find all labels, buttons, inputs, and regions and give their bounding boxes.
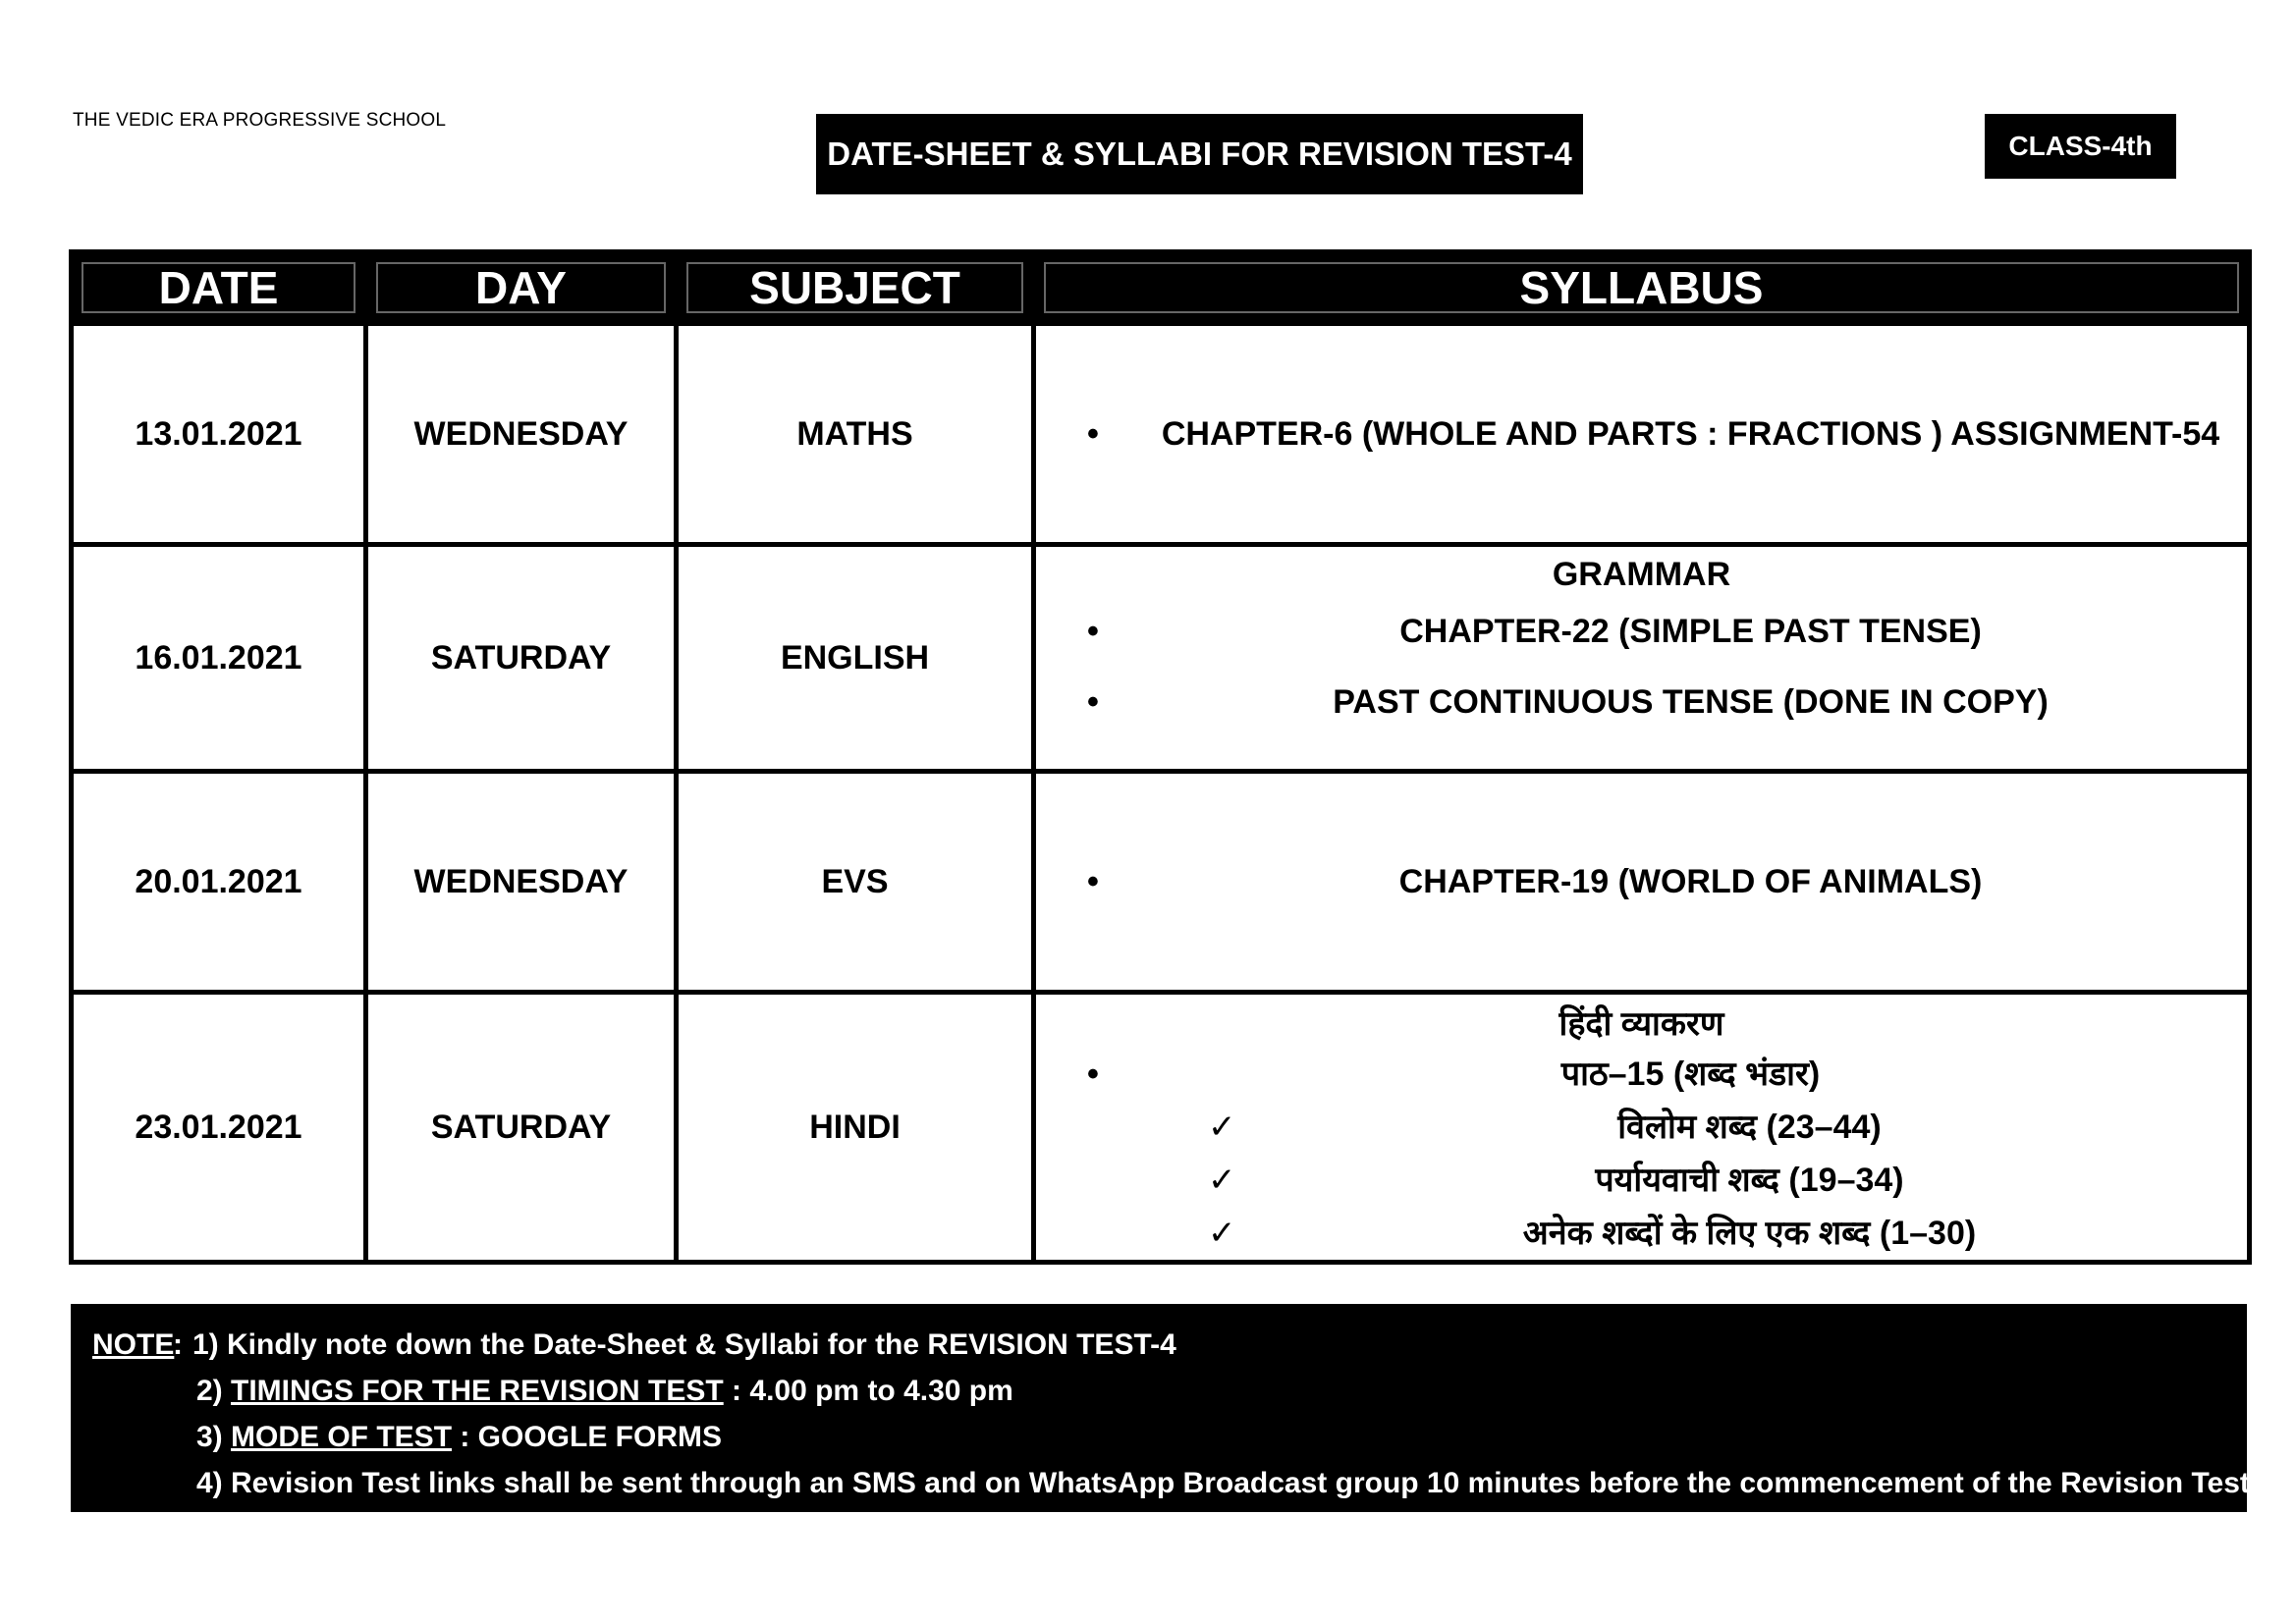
syllabus-heading: GRAMMAR [1552,556,1731,593]
syllabus-list [1036,399,2247,469]
syllabus-subitem [1036,1207,2247,1260]
date-sheet-table [69,249,2252,1265]
header-date: DATE [72,252,366,324]
syllabus-item: • CHAPTER-22 (SIMPLE PAST TENSE) [1036,596,2247,667]
check-icon: ✓ [1208,1109,1236,1146]
date-cell: 23.01.2021 [72,993,366,1263]
check-icon: ✓ [1208,1162,1236,1199]
note-prefix-2: 2) [196,1375,232,1407]
note-line-3 [71,1414,2247,1460]
day-cell: WEDNESDAY [366,772,677,993]
syllabus-cell [1034,993,2250,1263]
note-prefix-3: 3) [196,1421,232,1453]
syllabus-sublist [1036,1101,2247,1260]
school-name: THE VEDIC ERA PROGRESSIVE SCHOOL [73,110,447,131]
header-day: DAY [366,252,677,324]
note-line-2 [71,1368,2247,1414]
syllabus-subitem [1036,1154,2247,1207]
note-line-4 [71,1460,2259,1506]
note-label-3: MODE OF TEST [231,1421,453,1453]
note-value-2: : 4.00 pm to 4.30 pm [723,1375,1013,1407]
syllabus-subitem [1036,1101,2247,1154]
table-row [72,324,2250,545]
syllabus-cell [1034,772,2250,993]
header-syllabus: SYLLABUS [1034,252,2250,324]
table-row [72,772,2250,993]
subitem-text: पर्यायवाची शब्द (19–34) [1595,1162,1904,1199]
day-cell: SATURDAY [366,993,677,1263]
check-icon: ✓ [1208,1215,1236,1252]
syllabus-item: • CHAPTER-19 (WORLD OF ANIMALS) [1036,846,2247,917]
date-cell: 20.01.2021 [72,772,366,993]
syllabus-item: • CHAPTER-6 (WHOLE AND PARTS : FRACTIONS ) ASSIGNMENT-54 [1036,399,2247,469]
date-cell: 13.01.2021 [72,324,366,545]
header-subject: SUBJECT [677,252,1034,324]
date-cell: 16.01.2021 [72,545,366,772]
note-text-1: 1) Kindly note down the Date-Sheet & Syllabi for the REVISION TEST-4 [192,1328,1176,1361]
note-line-1 [71,1322,2247,1368]
class-badge: CLASS-4th [1985,114,2176,179]
page-title: DATE-SHEET & SYLLABI FOR REVISION TEST-4 [816,114,1583,194]
syllabus-list [1036,596,2247,737]
syllabus-item: • PAST CONTINUOUS TENSE (DONE IN COPY) [1036,667,2247,737]
subitem-text: विलोम शब्द (23–44) [1617,1109,1882,1146]
syllabus-list [1036,846,2247,917]
subject-cell: EVS [677,772,1034,993]
table-header-row [72,252,2250,324]
note-value-3: : GOOGLE FORMS [452,1421,723,1453]
note-text-4: 4) Revision Test links shall be sent through an SMS and on WhatsApp Broadcast group 10 minutes before the commencement of the Revision Test. [196,1467,2259,1499]
syllabus-item: • पाठ–15 (शब्द भंडार) [1036,1048,2247,1101]
subject-cell: ENGLISH [677,545,1034,772]
subject-cell: MATHS [677,324,1034,545]
subitem-text: अनेक शब्दों के लिए एक शब्द (1–30) [1522,1215,1977,1252]
syllabus-cell [1034,324,2250,545]
note-colon: : [173,1328,183,1361]
syllabus-heading: हिंदी व्याकरण [1558,1005,1724,1043]
note-label: NOTE [92,1328,175,1361]
note-label-2: TIMINGS FOR THE REVISION TEST [231,1375,724,1407]
table-row [72,545,2250,772]
subject-cell: HINDI [677,993,1034,1263]
note-box [71,1304,2259,1512]
day-cell: WEDNESDAY [366,324,677,545]
syllabus-cell [1034,545,2250,772]
day-cell: SATURDAY [366,545,677,772]
table-row [72,993,2250,1263]
